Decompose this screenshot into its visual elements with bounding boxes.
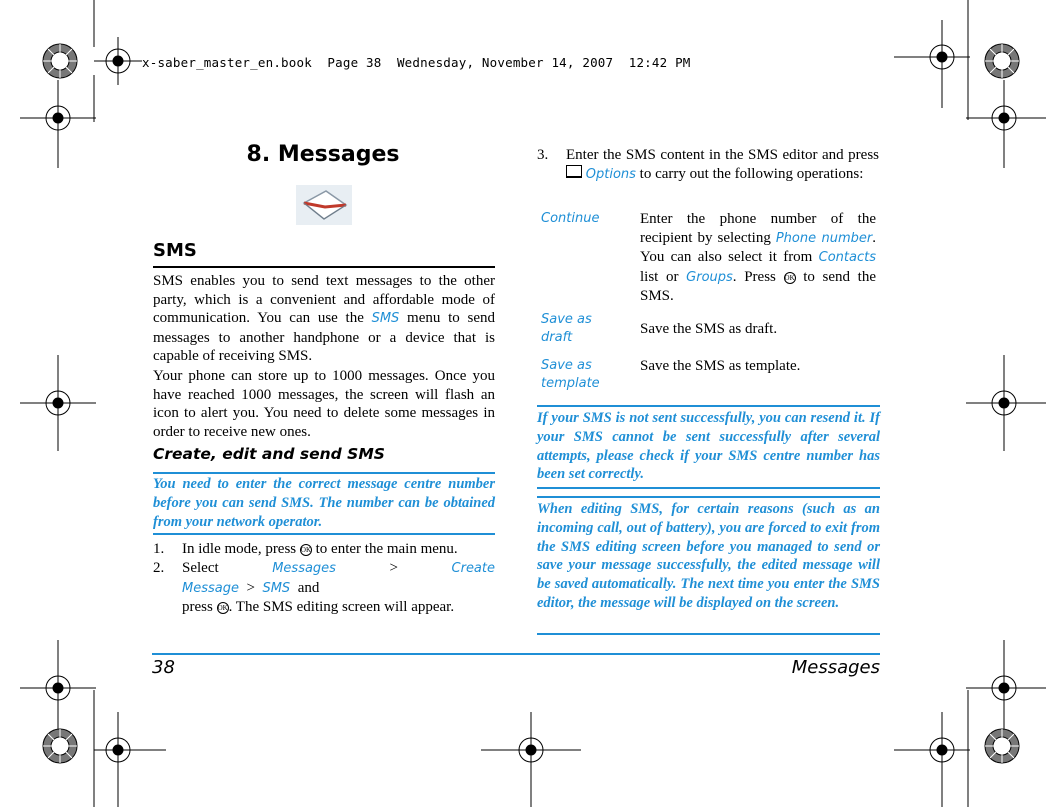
footer-chapter-title: Messages <box>791 657 880 678</box>
menu-messages-link: Messages <box>272 561 336 576</box>
contacts-link: Contacts <box>818 250 876 266</box>
option-term-save-draft: Save as draft <box>541 312 592 345</box>
option-desc-save-draft: Save the SMS as draft. <box>640 321 778 337</box>
registration-starburst-icon <box>985 44 1019 78</box>
note-rule-bottom <box>153 533 495 535</box>
heading-rule <box>153 266 495 268</box>
sms-storage-paragraph: Your phone can store up to 1000 messages. Once you have reached 1000 messages, the screen will flash an icon to alert you. You need to delete some messages in order to receive new ones. <box>153 368 495 440</box>
registration-starburst-icon <box>985 729 1019 763</box>
envelope-icon <box>296 185 352 225</box>
note-rule-top <box>537 496 880 498</box>
note-rule-top <box>537 405 880 407</box>
menu-create-message-link: Create Message <box>182 561 495 596</box>
option-term-save-template: Save as template <box>541 358 600 391</box>
page-number: 38 <box>152 657 175 678</box>
ok-key-icon: OK <box>300 546 312 554</box>
note-auto-save: When editing SMS, for certain reasons (such as an incoming call, out of battery), you are forced to exit from the SMS editing screen before you managed to send or save your message successfully, the edited message will be saved automatically. The next time you enter the SMS editor, the message will be displayed on the screen. <box>537 501 880 611</box>
ok-key-icon: OK <box>217 604 228 613</box>
note-rule-top <box>153 472 495 474</box>
groups-link: Groups <box>686 269 733 285</box>
note-rule-bottom <box>537 633 880 635</box>
subsection-heading-create: Create, edit and send SMS <box>153 445 385 463</box>
options-softkey-label: Options <box>585 166 636 182</box>
note-message-centre: You need to enter the correct message centre number before you can send SMS. The number can be obtained from your network operator. <box>153 476 495 530</box>
left-softkey-icon <box>566 165 582 178</box>
chapter-title: 8. Messages <box>246 142 400 167</box>
sms-menu-link: SMS <box>371 311 400 327</box>
sms-intro-paragraph: SMS enables you to send text messages to the other party, which is a convenient and affordable mode of communication. You can use the SMS menu to send messages to another handphone or a device that is capable of receiving SMS. <box>153 273 495 365</box>
option-desc-save-template: Save the SMS as template. <box>640 358 801 374</box>
option-term-continue: Continue <box>541 211 600 226</box>
note-rule-bottom <box>537 487 880 489</box>
menu-sms-link: SMS <box>262 580 291 596</box>
phone-number-link: Phone number <box>775 230 873 246</box>
registration-starburst-icon <box>43 729 77 763</box>
option-desc-continue: Enter the phone number of the recipient by selecting Phone number. You can also select it from Contacts list or Groups. Press OK to send the SMS. <box>640 211 876 305</box>
print-header-stamp: x-saber_master_en.book Page 38 Wednesday, November 14, 2007 12:42 PM <box>142 55 691 70</box>
footer-rule <box>152 653 880 655</box>
registration-starburst-icon <box>43 44 77 78</box>
ok-key-icon: OK <box>784 273 795 282</box>
section-heading-sms: SMS <box>153 240 197 261</box>
note-resend-sms: If your SMS is not sent successfully, you can resend it. If your SMS cannot be sent successfully after several attempts, please check if your SMS centre number has been set correctly. <box>537 410 880 483</box>
